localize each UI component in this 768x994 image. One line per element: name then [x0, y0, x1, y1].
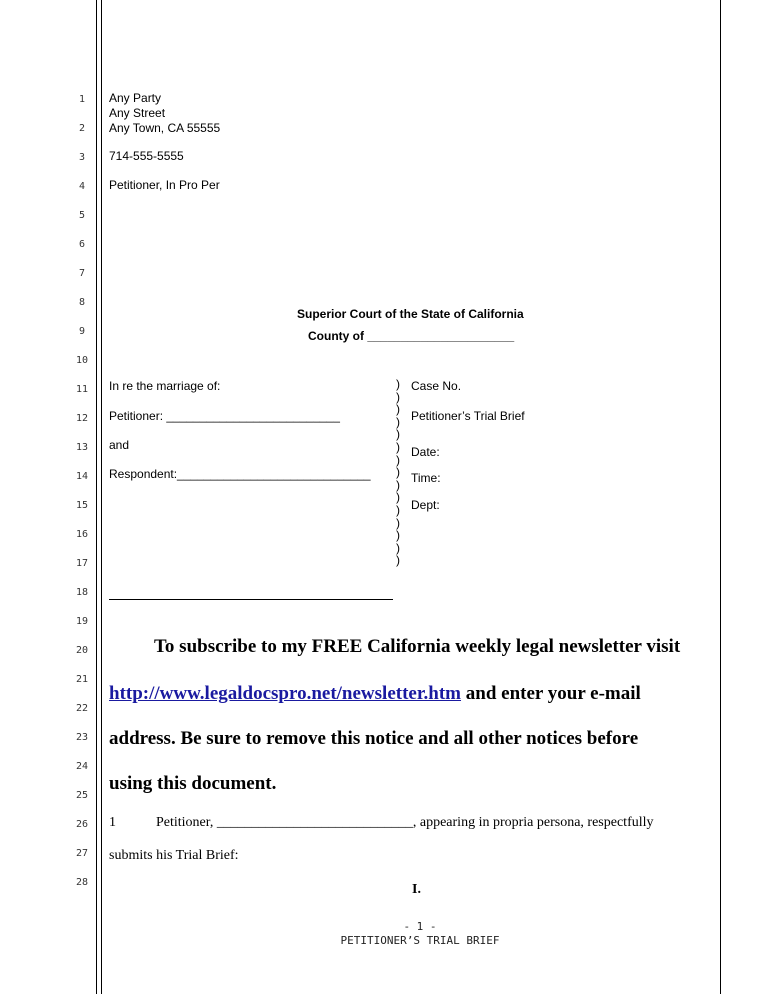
line-number: 19 — [75, 616, 89, 627]
line-number: 12 — [75, 413, 89, 424]
document-type: Petitioner’s Trial Brief — [411, 409, 525, 423]
notice-line-1: To subscribe to my FREE California weekly legal newsletter visit — [154, 636, 681, 657]
line-number: 25 — [75, 790, 89, 801]
court-title: Superior Court of the State of California — [297, 307, 524, 321]
line-number: 9 — [78, 326, 86, 337]
line-number: 3 — [78, 152, 86, 163]
line-number: 1 — [78, 94, 86, 105]
court-county: County of ______________________ — [308, 329, 515, 343]
caption-divider — [109, 599, 393, 600]
party-street: Any Street — [109, 106, 166, 120]
right-margin-rule — [720, 0, 721, 994]
caption-respondent: Respondent:_____________________________ — [109, 467, 371, 481]
caption-paren: ) — [396, 427, 400, 442]
caption-paren: ) — [396, 440, 400, 454]
left-margin-rule — [96, 0, 97, 994]
line-number: 6 — [78, 239, 86, 250]
line-number: 18 — [75, 587, 89, 598]
party-name: Any Party — [109, 91, 162, 105]
caption-paren: ) — [396, 465, 400, 480]
line-number: 24 — [75, 761, 89, 772]
left-margin-rule-inner — [101, 0, 102, 994]
line-number: 26 — [75, 819, 89, 830]
caption-paren: ) — [396, 490, 400, 505]
line-number: 10 — [75, 355, 89, 366]
notice-line-4: using this document. — [109, 773, 277, 794]
line-number: 13 — [75, 442, 89, 453]
caption-petitioner: Petitioner: __________________________ — [109, 409, 340, 423]
line-number: 7 — [78, 268, 86, 279]
footer-title: PETITIONER’S TRIAL BRIEF — [340, 934, 500, 947]
caption-paren: ) — [396, 528, 400, 543]
notice-line-2-rest: and enter your e-mail — [461, 683, 641, 704]
line-number: 21 — [75, 674, 89, 685]
notice-line-2 — [109, 683, 641, 705]
paragraph-continuation: submits his Trial Brief: — [109, 848, 239, 863]
caption-paren: ) — [396, 515, 400, 530]
caption-paren: ) — [396, 553, 400, 568]
caption-paren: ) — [396, 414, 400, 429]
hearing-time-label: Time: — [411, 471, 441, 485]
caption-paren: ) — [396, 389, 400, 404]
line-number: 5 — [78, 210, 86, 221]
line-number: 22 — [75, 703, 89, 714]
line-number: 8 — [78, 297, 86, 308]
line-number: 4 — [78, 181, 86, 192]
case-number-label: Case No. — [411, 379, 462, 393]
line-number: 28 — [75, 877, 89, 888]
caption-paren: ) — [396, 377, 400, 391]
newsletter-link[interactable]: http://www.legaldocspro.net/newsletter.htm — [109, 683, 462, 704]
section-heading: I. — [412, 882, 421, 897]
line-number: 14 — [75, 471, 89, 482]
line-number: 15 — [75, 500, 89, 511]
line-number: 17 — [75, 558, 89, 569]
caption-paren: ) — [396, 402, 400, 417]
line-number: 20 — [75, 645, 89, 656]
caption-paren: ) — [396, 477, 400, 492]
party-city: Any Town, CA 55555 — [109, 121, 221, 135]
caption-paren: ) — [396, 503, 400, 517]
party-role: Petitioner, In Pro Per — [109, 178, 220, 192]
paragraph-text: Petitioner, ____________________________, appearing in propria persona, respectfully — [156, 815, 654, 830]
hearing-dept-label: Dept: — [411, 498, 440, 512]
line-number: 2 — [78, 123, 86, 134]
line-number: 16 — [75, 529, 89, 540]
caption-paren: ) — [396, 540, 400, 555]
line-number: 11 — [75, 384, 89, 395]
footer-page-number: - 1 - — [403, 920, 437, 933]
line-number: 27 — [75, 848, 89, 859]
paragraph-number: 1 — [109, 815, 116, 830]
caption-paren: ) — [396, 452, 400, 467]
notice-line-3: address. Be sure to remove this notice and all other notices before — [109, 728, 639, 749]
caption-marriage: In re the marriage of: — [109, 379, 221, 393]
party-phone: 714-555-5555 — [109, 149, 184, 163]
hearing-date-label: Date: — [411, 445, 440, 459]
line-number: 23 — [75, 732, 89, 743]
caption-and: and — [109, 438, 130, 452]
